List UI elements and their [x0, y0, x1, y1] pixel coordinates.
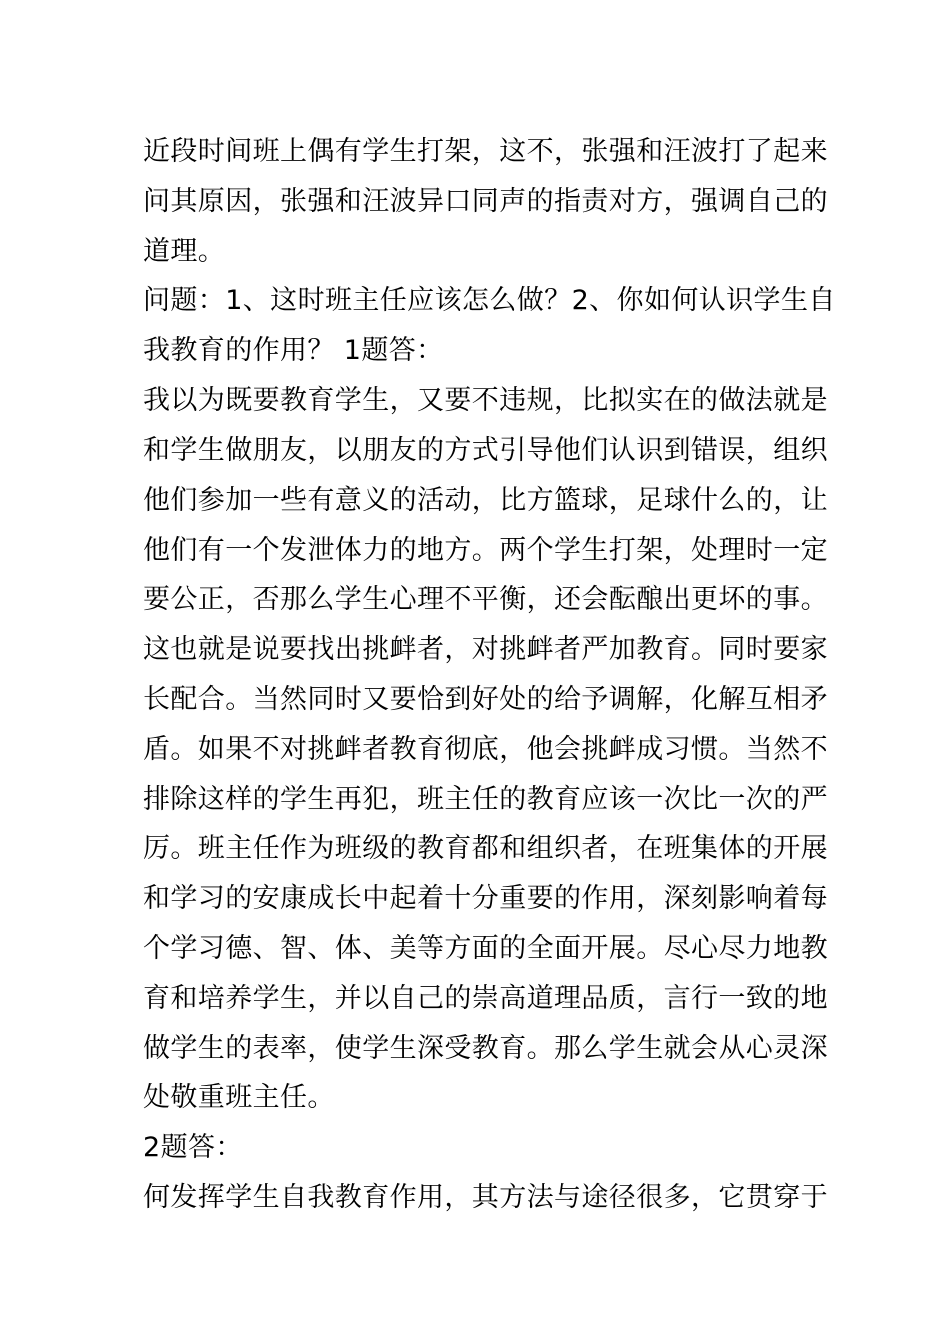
text-line: 厉。班主任作为班级的教育都和组织者，在班集体的开展	[143, 833, 828, 864]
text-line: 做学生的表率，使学生深受教育。那么学生就会从心灵深	[143, 1033, 828, 1064]
text-line: 道理。	[143, 236, 226, 267]
text-line: 我以为既要教育学生，又要不违规，比拟实在的做法就是	[143, 385, 828, 416]
text-line: 问其原因，张强和汪波异口同声的指责对方，强调自己的	[143, 186, 828, 217]
text-line: 近段时间班上偶有学生打架，这不，张强和汪波打了起来	[143, 136, 828, 167]
text-line: 要公正，否那么学生心理不平衡，还会酝酿出更坏的事。	[143, 584, 828, 615]
question-line: 我教育的作用？ 1题答：	[143, 335, 444, 366]
text-line: 和学习的安康成长中起着十分重要的作用，深刻影响着每	[143, 883, 828, 914]
text-line: 个学习德、智、体、美等方面的全面开展。尽心尽力地教	[143, 933, 828, 964]
text-line: 何发挥学生自我教育作用，其方法与途径很多，它贯穿于	[143, 1182, 828, 1213]
text-line: 他们有一个发泄体力的地方。两个学生打架，处理时一定	[143, 535, 828, 566]
text-line: 他们参加一些有意义的活动，比方篮球，足球什么的，让	[143, 485, 828, 516]
text-line: 长配合。当然同时又要恰到好处的给予调解，化解互相矛	[143, 684, 828, 715]
text-line: 这也就是说要找出挑衅者，对挑衅者严加教育。同时要家	[143, 634, 828, 665]
text-line: 盾。如果不对挑衅者教育彻底，他会挑衅成习惯。当然不	[143, 734, 828, 765]
text-line: 处敬重班主任。	[143, 1082, 335, 1113]
text-line: 和学生做朋友，以朋友的方式引导他们认识到错误，组织	[143, 435, 828, 466]
text-line: 育和培养学生，并以自己的崇高道理品质，言行一致的地	[143, 983, 828, 1014]
answer-heading: 2题答：	[143, 1132, 243, 1163]
text-line: 排除这样的学生再犯，班主任的教育应该一次比一次的严	[143, 784, 828, 815]
question-line: 问题：1、这时班主任应该怎么做？2、你如何认识学生自	[143, 285, 836, 316]
